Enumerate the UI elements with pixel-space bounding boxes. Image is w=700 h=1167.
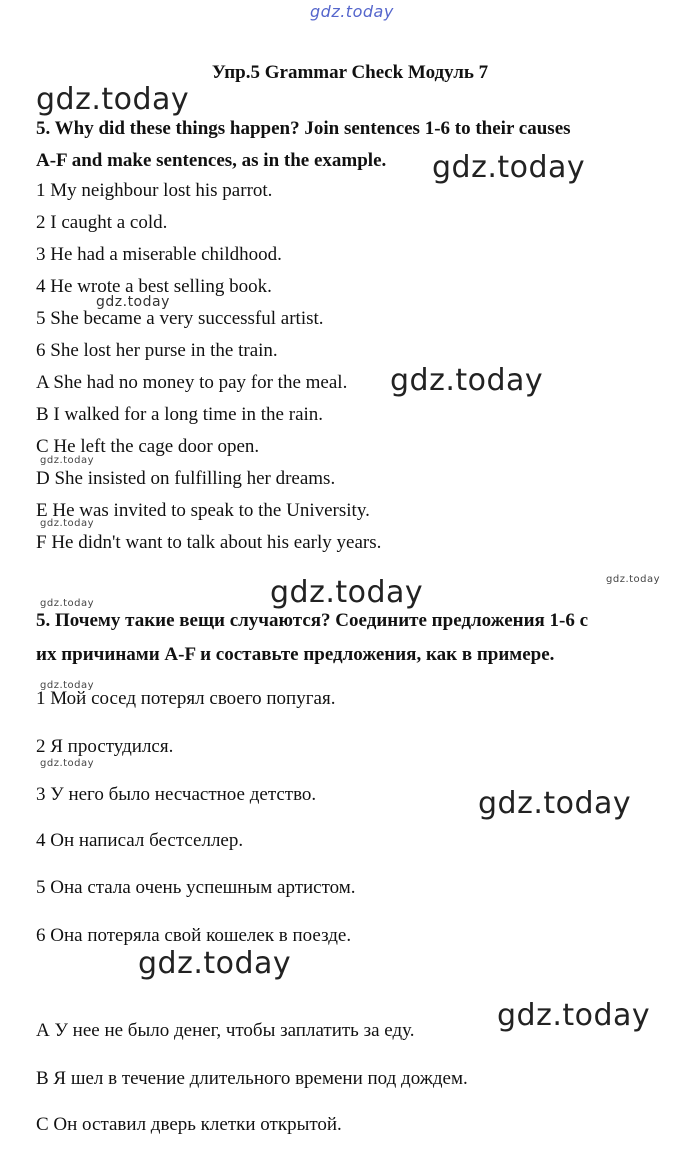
watermark: gdz.today [40,598,95,609]
watermark: gdz.today [432,150,586,185]
sentence-item-en: 2 I caught a cold. [36,212,168,233]
sentence-item-en: 5 She became a very successful artist. [36,308,324,329]
watermark: gdz.today [478,786,632,821]
watermark: gdz.today [497,998,651,1033]
watermark: gdz.today [138,946,292,981]
cause-item-en: E He was invited to speak to the University. [36,500,370,521]
sentence-item-ru: 2 Я простудился. [36,736,174,757]
watermark: gdz.today [606,574,661,585]
cause-item-en: A She had no money to pay for the meal. [36,372,348,393]
cause-item-ru: С Он оставил дверь клетки открытой. [36,1114,342,1135]
watermark-top: gdz.today [310,2,394,21]
sentence-item-en: 4 He wrote a best selling book. [36,276,272,297]
cause-item-en: D She insisted on fulfilling her dreams. [36,468,336,489]
watermark: gdz.today [40,680,95,691]
cause-item-en: C He left the cage door open. [36,436,260,457]
watermark: gdz.today [36,82,190,117]
task-heading-en-line1: 5. Why did these things happen? Join sentences 1-6 to their causes [36,118,571,139]
watermark: gdz.today [40,518,95,529]
watermark: gdz.today [40,758,95,769]
sentence-item-en: 6 She lost her purse in the train. [36,340,278,361]
cause-item-ru: А У нее не было денег, чтобы заплатить за еду. [36,1020,415,1041]
sentence-item-ru: 1 Мой сосед потерял своего попугая. [36,688,336,709]
sentence-item-ru: 4 Он написал бестселлер. [36,830,244,851]
cause-item-en: F He didn't want to talk about his early years. [36,532,382,553]
cause-item-ru: В Я шел в течение длительного времени под дождем. [36,1068,468,1089]
sentence-item-ru: 3 У него было несчастное детство. [36,784,317,805]
task-heading-en-line2: A-F and make sentences, as in the example. [36,150,387,171]
sentence-item-en: 3 He had a miserable childhood. [36,244,282,265]
sentence-item-en: 1 My neighbour lost his parrot. [36,180,273,201]
task-heading-ru-line1: 5. Почему такие вещи случаются? Соедините предложения 1-6 с [36,610,589,631]
task-heading-ru-line2: их причинами A-F и составьте предложения, как в примере. [36,644,555,665]
sentence-item-ru: 6 Она потеряла свой кошелек в поезде. [36,925,352,946]
page-title: Упр.5 Grammar Check Модуль 7 [211,62,489,83]
watermark: gdz.today [40,455,95,466]
watermark: gdz.today [96,294,170,310]
sentence-item-ru: 5 Она стала очень успешным артистом. [36,877,356,898]
cause-item-en: B I walked for a long time in the rain. [36,404,324,425]
watermark: gdz.today [390,363,544,398]
watermark: gdz.today [270,575,424,610]
